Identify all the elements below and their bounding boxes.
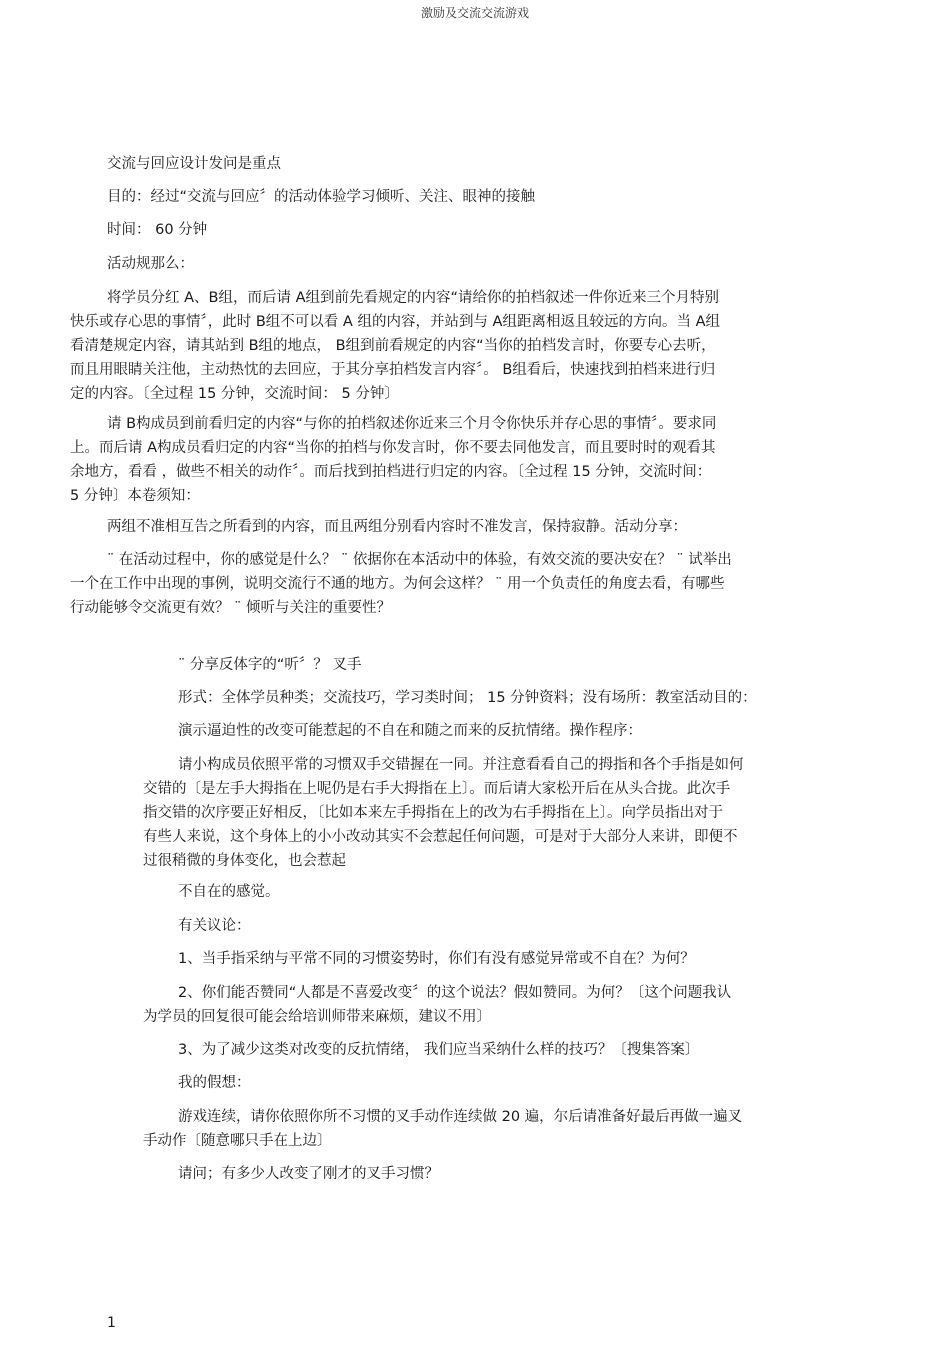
text-line: 为学员的回复很可能会给培训师带来麻烦，建议不用〕	[143, 1009, 491, 1025]
form-line: 形式：全体学员种类；交流技巧，学习类时间； 15 分钟资料；没有场所：教室活动目的：	[178, 690, 757, 706]
page-header: 激励及交流交流游戏	[420, 6, 529, 20]
section2-title: ¨ 分享反体字的“听〞？ 叉手	[178, 657, 362, 673]
procedure-paragraph	[143, 753, 744, 873]
text-line: 两组不准相互告之所看到的内容，而且两组分别看内容时不准发言，保持寂静。活动分享：	[107, 519, 687, 535]
hypothesis-label: 我的假想：	[178, 1075, 251, 1091]
text-line: 手动作〔随意哪只手在上边〕	[143, 1133, 332, 1149]
rules-paragraph-2	[70, 412, 716, 508]
text-line: ¨ 在活动过程中，你的感觉是什么？ ¨ 依据你在本活动中的体验，有效交流的要决安在？ ¨ 试举出	[107, 552, 732, 568]
text-line: 过很稍微的身体变化，也会惹起	[143, 853, 346, 869]
closing-question: 请问；有多少人改变了刚才的叉手习惯？	[178, 1166, 439, 1182]
text-line: 交错的〔是左手大拇指在上呢仍是右手大拇指在上〕。而后请大家松开后在从头合拢。此次手	[143, 781, 731, 797]
goal-line: 演示逼迫性的改变可能惹起的不自在和随之而来的反抗情绪。操作程序：	[178, 723, 642, 739]
time-line: 时间： 60 分钟	[107, 222, 208, 238]
rules-label: 活动规那么：	[107, 256, 194, 272]
question-1: 1、当手指采纳与平常不同的习惯姿势时，你们有没有感觉异常或不自在？为何？	[178, 951, 695, 967]
text-line: 而且用眼睛关注他，主动热忱的去回应，于其分享拍档发言内容〞。 B组看后，快速找到拍档来进行归	[70, 362, 716, 378]
text-line: 5 分钟〕本卷须知：	[70, 488, 200, 504]
text-line: 2、你们能否赞同“人都是不喜爱改变〞的这个说法？假如赞同。为何？〔这个问题我认	[178, 985, 732, 1001]
text-line: 有些人来说，这个身体上的小小改动其实不会惹起任何问题，可是对于大部分人来讲，即便不	[143, 829, 738, 845]
text-line: 看清楚规定内容，请其站到 B组的地点， B组到前看规定的内容“当你的拍档发言时，你要专心去听，	[70, 338, 716, 354]
text-line: 请 B构成员到前看归定的内容“与你的拍档叙述你近来三个月令你快乐并存心思的事情〞。要求同	[107, 416, 717, 432]
text-line: 一个在工作中出现的事例，说明交流行不通的地方。为何会这样？ ¨ 用一个负责任的角度去看，有哪些	[70, 576, 725, 592]
procedure-end: 不自在的感觉。	[178, 884, 280, 900]
purpose-line: 目的：经过“交流与回应〞的活动体验学习倾听、关注、眼神的接触	[107, 189, 536, 205]
discussion-label: 有关议论：	[178, 918, 251, 934]
page-number: 1	[107, 1315, 116, 1331]
text-line: 余地方，看看 ，做些不相关的动作〞。而后找到拍档进行归定的内容。〔全过程 15 分钟，交流时间：	[70, 464, 712, 480]
rules-paragraph-1	[70, 286, 720, 406]
question-2	[143, 981, 731, 1029]
text-line: 上。而后请 A构成员看归定的内容“当你的拍档与你发言时，你不要去同他发言，而且要时时的观看其	[70, 440, 716, 456]
notice-paragraph	[70, 515, 687, 539]
text-line: 定的内容。〔全过程 15 分钟，交流时间： 5 分钟〕	[70, 386, 399, 402]
text-line: 行动能够令交流更有效？ ¨ 倾听与关注的重要性？	[70, 600, 391, 616]
text-line: 游戏连续，请你依照你所不习惯的叉手动作连续做 20 遍，尔后请准备好最后再做一遍叉	[178, 1109, 743, 1125]
sharing-questions	[70, 548, 732, 620]
text-line: 将学员分红 A、B组，而后请 A组到前先看规定的内容“请给你的拍档叙述一件你近来三个月特别	[107, 290, 720, 306]
hypothesis-paragraph	[143, 1105, 742, 1153]
section-heading: 交流与回应设计发问是重点	[107, 156, 281, 172]
text-line: 请小构成员依照平常的习惯双手交错握在一同。并注意看看自己的拇指和各个手指是如何	[178, 757, 744, 773]
text-line: 指交错的次序要正好相反，〔比如本来左手拇指在上的改为右手拇指在上〕。向学员指出对于	[143, 805, 723, 821]
text-line: 快乐或存心思的事情〞，此时 B组不可以看 A 组的内容，并站到与 A组距离相返且较远的方向。当 A组	[70, 314, 720, 330]
question-3: 3、为了减少这类对改变的反抗情绪， 我们应当采纳什么样的技巧？〔搜集答案〕	[178, 1042, 700, 1058]
